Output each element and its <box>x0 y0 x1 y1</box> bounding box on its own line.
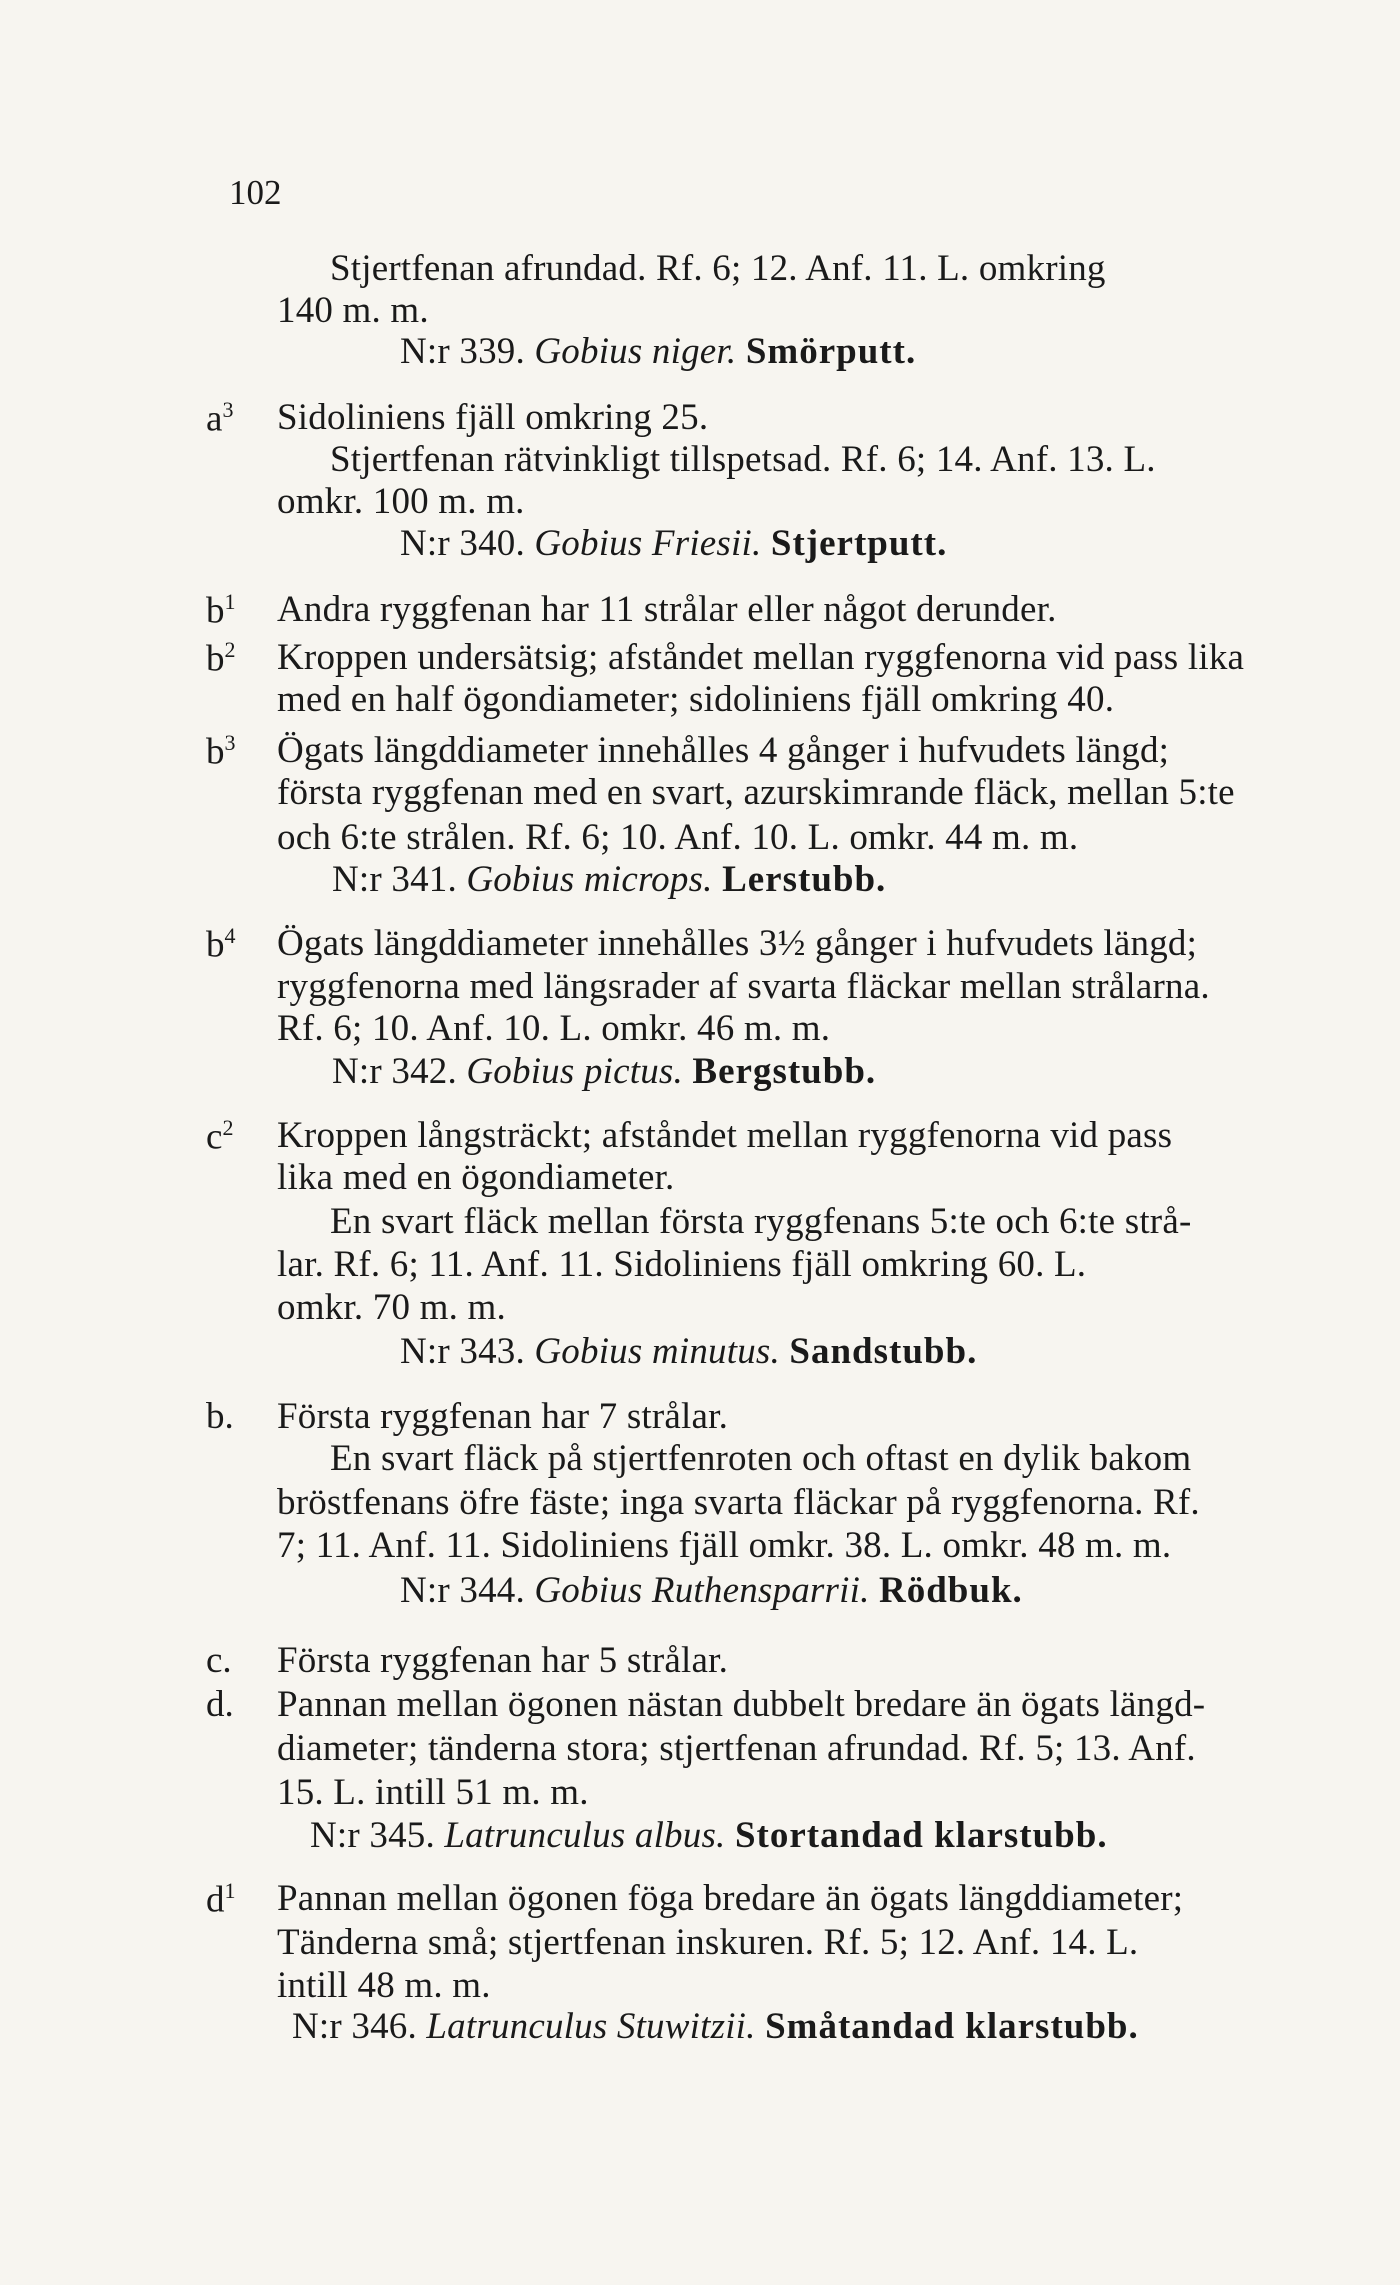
text-line: ryggfenorna med längsrader af svarta fläckar mellan strålarna. <box>277 966 1210 1007</box>
key-label: $b^3$ <box>206 730 236 773</box>
text-line: Stjertfenan rätvinkligt tillspetsad. Rf. 6; 14. Anf. 13. L. <box>330 439 1156 480</box>
species-number: N:r 340. <box>400 523 525 564</box>
text-line: omkr. 70 m. m. <box>277 1287 506 1328</box>
text-line: 140 m. m. <box>277 290 429 331</box>
species-number: N:r 339. <box>400 331 525 372</box>
text-line: intill 48 m. m. <box>277 1965 491 2006</box>
text-line: Första ryggfenan har 5 strålar. <box>277 1640 729 1681</box>
species-line <box>400 333 916 370</box>
text-line: Kroppen undersätsig; afståndet mellan ryggfenorna vid pass lika <box>277 637 1245 678</box>
species-number: N:r 341. <box>332 859 457 900</box>
species-number: N:r 345. <box>310 1815 435 1856</box>
text-line: och 6:te strålen. Rf. 6; 10. Anf. 10. L. omkr. 44 m. m. <box>277 817 1079 858</box>
species-number: N:r 343. <box>400 1331 525 1372</box>
scientific-name: Gobius pictus. <box>466 1051 683 1092</box>
species-number: N:r 344. <box>400 1570 525 1611</box>
text-line: första ryggfenan med en svart, azurskimrande fläck, mellan 5:te <box>277 772 1235 813</box>
common-name: Stortandad klarstubb. <box>734 1815 1108 1856</box>
text-line: Ögats längddiameter innehålles 3½ gånger i hufvudets längd; <box>277 923 1198 964</box>
common-name: Stjertputt. <box>770 523 948 564</box>
common-name: Småtandad klarstubb. <box>765 2006 1139 2047</box>
text-line: omkr. 100 m. m. <box>277 481 525 522</box>
text-line: bröstfenans öfre fäste; inga svarta fläckar på ryggfenorna. Rf. <box>277 1482 1200 1523</box>
text-line: En svart fläck mellan första ryggfenans 5:te och 6:te strå- <box>330 1201 1192 1242</box>
key-label: $b^1$ <box>206 589 236 632</box>
key-label: c. <box>206 1640 232 1681</box>
text-line: lar. Rf. 6; 11. Anf. 11. Sidoliniens fjäll omkring 60. L. <box>277 1244 1087 1285</box>
text-line: 15. L. intill 51 m. m. <box>277 1772 589 1813</box>
text-line: med en half ögondiameter; sidoliniens fjäll omkring 40. <box>277 679 1115 720</box>
species-line <box>400 525 947 562</box>
scientific-name: Latrunculus Stuwitzii. <box>426 2006 756 2047</box>
text-line: 7; 11. Anf. 11. Sidoliniens fjäll omkr. 38. L. omkr. 48 m. m. <box>277 1525 1172 1566</box>
text-line: Pannan mellan ögonen nästan dubbelt bredare än ögats längd- <box>277 1684 1206 1725</box>
text-line: Första ryggfenan har 7 strålar. <box>277 1396 729 1437</box>
key-label: b. <box>206 1396 234 1437</box>
key-label: d. <box>206 1684 234 1725</box>
common-name: Smörputt. <box>745 331 917 372</box>
species-line <box>332 1053 876 1090</box>
species-line <box>400 1333 977 1370</box>
text-line: Tänderna små; stjertfenan inskuren. Rf. 5; 12. Anf. 14. L. <box>277 1922 1139 1963</box>
text-line: lika med en ögondiameter. <box>277 1157 675 1198</box>
text-line: Rf. 6; 10. Anf. 10. L. omkr. 46 m. m. <box>277 1008 831 1049</box>
text-line: Ögats längddiameter innehålles 4 gånger i hufvudets längd; <box>277 730 1170 771</box>
key-label: $d^1$ <box>206 1878 236 1921</box>
species-line <box>400 1572 1023 1609</box>
species-number: N:r 342. <box>332 1051 457 1092</box>
text-line: Pannan mellan ögonen föga bredare än ögats längddiameter; <box>277 1878 1184 1919</box>
key-label: $b^2$ <box>206 637 236 680</box>
page-number: 102 <box>229 173 282 212</box>
species-line <box>292 2008 1139 2045</box>
key-label: $b^4$ <box>206 923 236 966</box>
scientific-name: Gobius niger. <box>534 331 737 372</box>
species-line <box>310 1817 1108 1854</box>
text-line: diameter; tänderna stora; stjertfenan afrundad. Rf. 5; 13. Anf. <box>277 1728 1196 1769</box>
key-label: $a^3$ <box>206 397 234 440</box>
text-line: Kroppen långsträckt; afståndet mellan ryggfenorna vid pass <box>277 1115 1173 1156</box>
scientific-name: Gobius minutus. <box>534 1331 780 1372</box>
common-name: Sandstubb. <box>789 1331 978 1372</box>
scientific-name: Gobius Friesii. <box>534 523 762 564</box>
scientific-name: Gobius Ruthensparrii. <box>534 1570 870 1611</box>
species-number: N:r 346. <box>292 2006 417 2047</box>
key-label: $c^2$ <box>206 1115 234 1158</box>
common-name: Rödbuk. <box>879 1570 1023 1611</box>
scientific-name: Latrunculus albus. <box>444 1815 726 1856</box>
text-line: Andra ryggfenan har 11 strålar eller något derunder. <box>277 589 1057 630</box>
scientific-name: Gobius microps. <box>466 859 713 900</box>
text-line: Stjertfenan afrundad. Rf. 6; 12. Anf. 11. L. omkring <box>330 248 1106 289</box>
common-name: Bergstubb. <box>692 1051 877 1092</box>
text-line: Sidoliniens fjäll omkring 25. <box>277 397 709 438</box>
text-line: En svart fläck på stjertfenroten och oftast en dylik bakom <box>330 1438 1192 1479</box>
common-name: Lerstubb. <box>722 859 887 900</box>
species-line <box>332 861 886 898</box>
